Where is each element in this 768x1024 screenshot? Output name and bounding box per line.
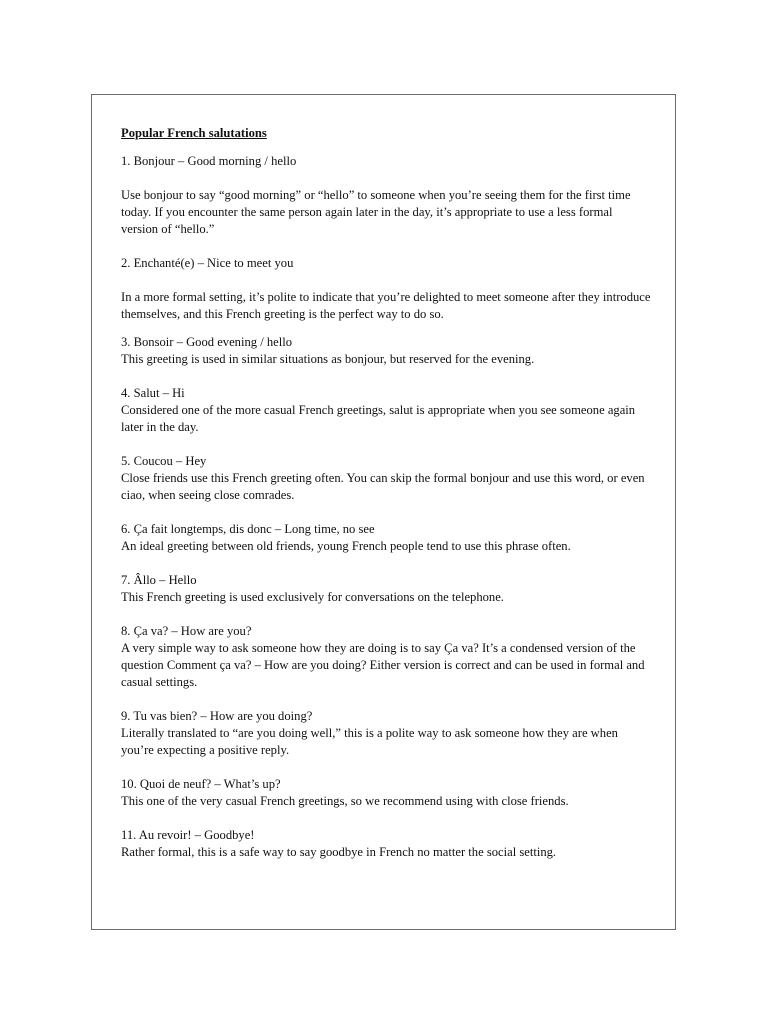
- item-body: This greeting is used in similar situations as bonjour, but reserved for the evening.: [121, 352, 535, 366]
- document-title: Popular French salutations: [121, 126, 267, 140]
- item-heading: 8. Ça va? – How are you?: [121, 624, 252, 638]
- item-heading: 2. Enchanté(e) – Nice to meet you: [121, 256, 294, 270]
- item-heading: 6. Ça fait longtemps, dis donc – Long time, no see: [121, 522, 375, 536]
- item-heading: 7. Âllo – Hello: [121, 573, 197, 587]
- document-page: [91, 94, 676, 930]
- item-body: An ideal greeting between old friends, young French people tend to use this phrase often.: [121, 539, 571, 553]
- item-body: Considered one of the more casual French greetings, salut is appropriate when you see someone again later in the day.: [121, 403, 636, 434]
- item-heading: 3. Bonsoir – Good evening / hello: [121, 335, 293, 349]
- item-body: Use bonjour to say “good morning” or “hello” to someone when you’re seeing them for the first time today. If you encounter the same person again later in the day, it’s appropriate to use a less formal version of “hello.”: [121, 188, 631, 236]
- item-heading: 9. Tu vas bien? – How are you doing?: [121, 709, 313, 723]
- item-body: In a more formal setting, it’s polite to indicate that you’re delighted to meet someone after they introduce themselves, and this French greeting is the perfect way to do so.: [121, 290, 651, 321]
- item-heading: 1. Bonjour – Good morning / hello: [121, 154, 297, 168]
- item-heading: 4. Salut – Hi: [121, 386, 185, 400]
- item-body: This one of the very casual French greetings, so we recommend using with close friends.: [121, 794, 569, 808]
- item-body: Close friends use this French greeting often. You can skip the formal bonjour and use this word, or even ciao, when seeing close comrades.: [121, 471, 645, 502]
- item-body: A very simple way to ask someone how they are doing is to say Ça va? It’s a condensed version of the question Comment ça va? – How are you doing? Either version is correct and can be used in formal and casual settings.: [121, 641, 645, 689]
- item-body: Rather formal, this is a safe way to say goodbye in French no matter the social setting.: [121, 845, 557, 859]
- item-heading: 5. Coucou – Hey: [121, 454, 207, 468]
- item-heading: 10. Quoi de neuf? – What’s up?: [121, 777, 281, 791]
- item-body: Literally translated to “are you doing well,” this is a polite way to ask someone how they are when you’re expecting a positive reply.: [121, 726, 618, 757]
- item-body: This French greeting is used exclusively for conversations on the telephone.: [121, 590, 504, 604]
- item-heading: 11. Au revoir! – Goodbye!: [121, 828, 255, 842]
- document-content: [121, 125, 651, 861]
